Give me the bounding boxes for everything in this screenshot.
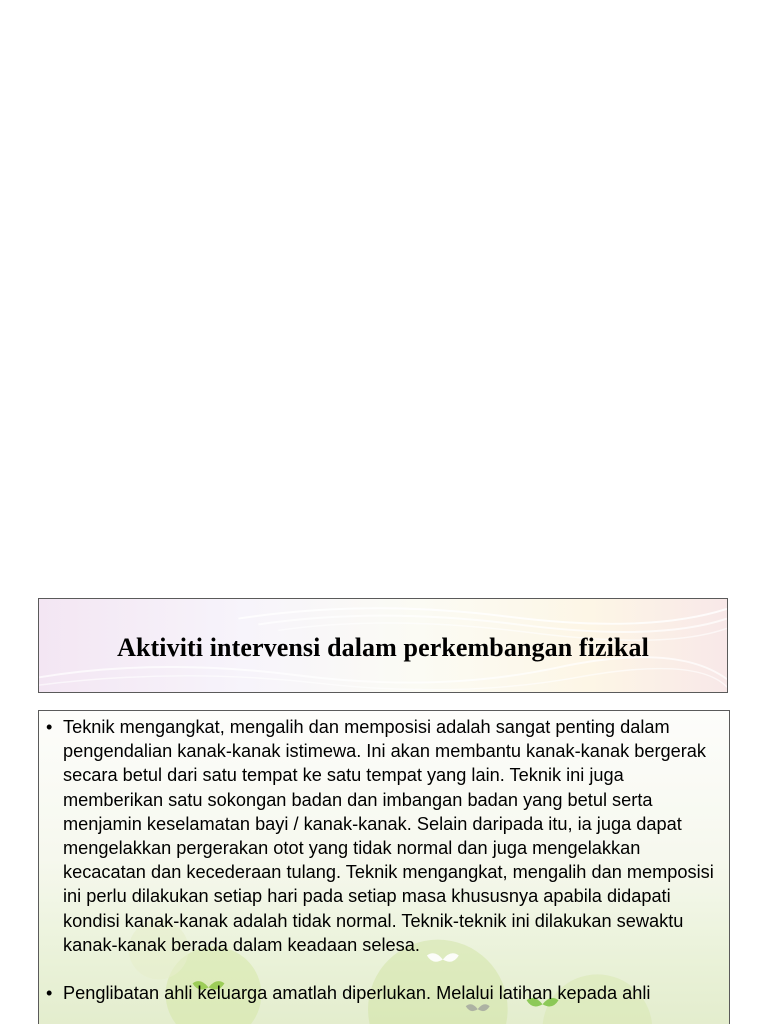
bullet-list (39, 715, 729, 1024)
bullet-text: Penglibatan ahli keluarga amatlah diperlukan. Melalui latihan kepada ahli (63, 983, 651, 1004)
bullet-marker: • (46, 983, 53, 1004)
slide-title-box (38, 598, 728, 693)
bullet-marker: • (46, 717, 53, 737)
bullet-item (39, 715, 729, 957)
slide-title: Aktiviti intervensi dalam perkembangan fizikal (117, 633, 649, 662)
bullet-item (39, 981, 729, 1005)
slide-content-box (38, 710, 730, 1024)
bullet-text: Teknik mengangkat, mengalih dan memposisi adalah sangat penting dalam pengendalian kanak-kanak istimewa. Ini akan membantu kanak-kanak bergerak secara betul dari satu tempat ke satu tempat yang lain. Teknik ini juga memberikan satu sokongan badan dan imbangan badan yang betul serta menjamin keselamatan bayi / kanak-kanak. Selain daripada itu, ia juga dapat mengelakkan pergerakan otot yang tidak normal dan juga mengelakkan kecacatan dan kecederaan tulang. Teknik mengangkat, mengalih dan memposisi ini perlu dilakukan setiap hari pada setiap masa khususnya apabila didapati kondisi kanak-kanak adalah tidak normal. Teknik-teknik ini dilakukan sewaktu kanak-kanak berada dalam keadaan selesa. (63, 717, 714, 955)
